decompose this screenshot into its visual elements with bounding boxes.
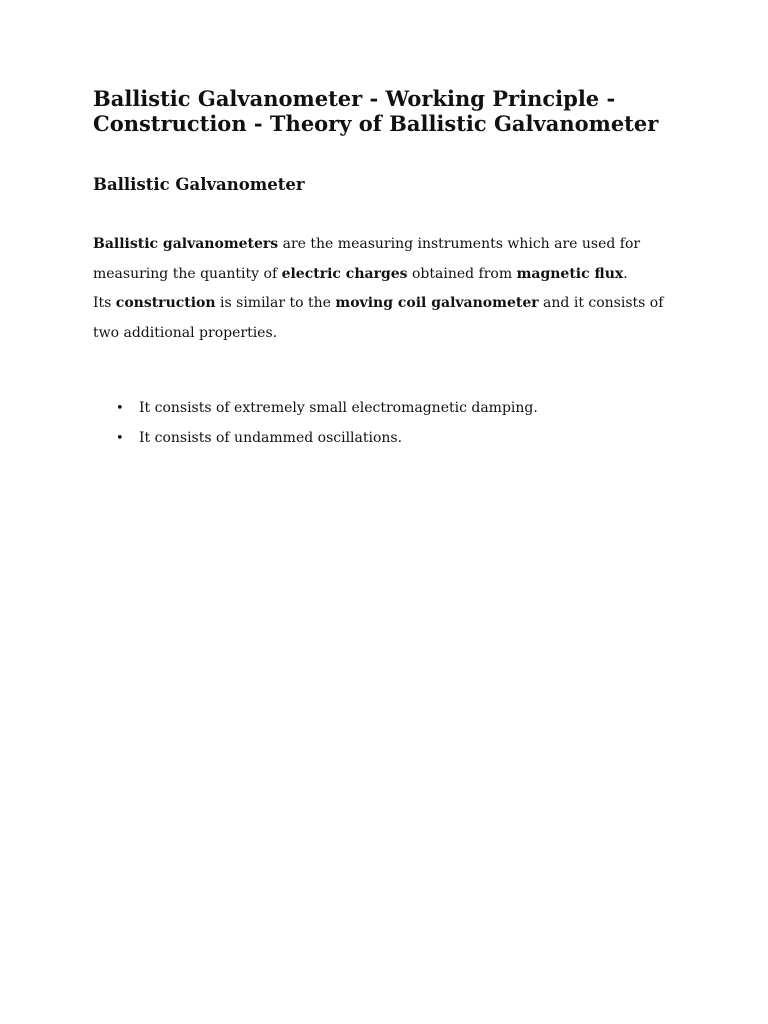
properties-list <box>93 394 673 453</box>
list-item <box>93 394 673 424</box>
intro-paragraph <box>93 230 693 289</box>
term-moving-coil-galvanometer: moving coil galvanometer <box>335 295 539 311</box>
term-magnetic-flux: magnetic flux <box>516 265 624 282</box>
paragraph-text: Its <box>93 295 116 311</box>
list-item-text: It consists of undammed oscillations. <box>139 429 403 446</box>
term-electric-charges: electric charges <box>281 265 408 282</box>
list-item <box>93 424 673 454</box>
construction-paragraph <box>93 289 693 348</box>
paragraph-text: and it consists of two additional properties. <box>93 295 664 341</box>
page-title: Ballistic Galvanometer - Working Principle - Construction - Theory of Ballistic Galvanometer <box>93 86 659 136</box>
paragraph-text: are the measuring instruments which are used for measuring the quantity of <box>93 236 641 282</box>
bullet-icon: • <box>116 401 124 416</box>
section-heading: Ballistic Galvanometer <box>93 175 305 194</box>
term-ballistic-galvanometers: Ballistic galvanometers <box>93 236 279 252</box>
paragraph-text: is similar to the <box>215 295 336 311</box>
paragraph-text: obtained from <box>407 265 517 282</box>
list-item-text: It consists of extremely small electromagnetic damping. <box>139 400 538 416</box>
bullet-icon: • <box>116 430 124 446</box>
term-construction: construction <box>115 295 216 311</box>
paragraph-text: . <box>623 265 628 282</box>
